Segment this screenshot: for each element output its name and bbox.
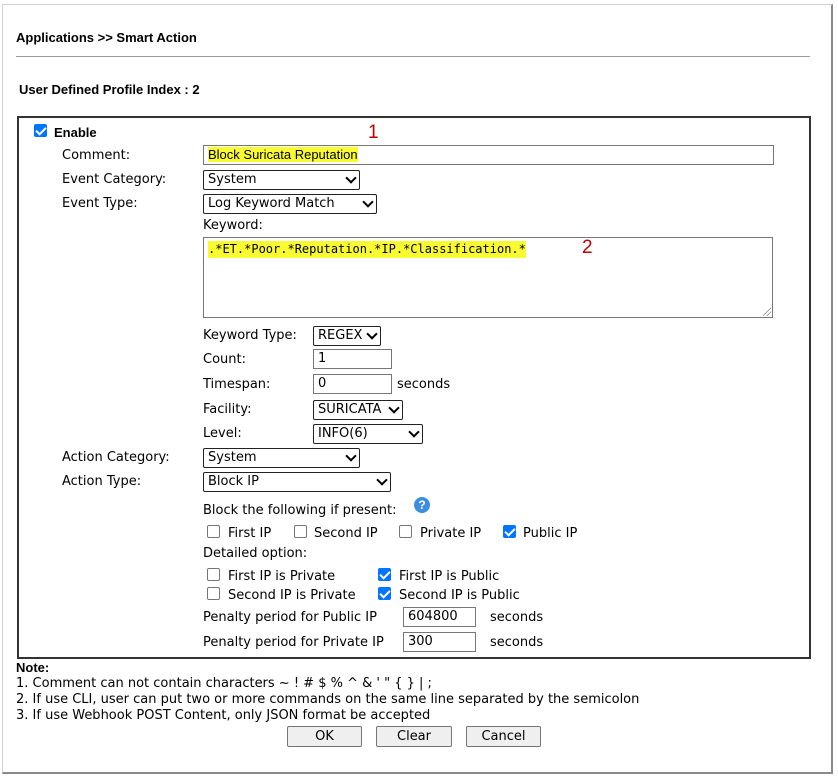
keyword-value: .*ET.*Poor.*Reputation.*IP.*Classification.* xyxy=(208,242,526,256)
first-ip-private-label: First IP is Private xyxy=(228,569,336,584)
comment-label: Comment: xyxy=(62,148,131,163)
penalty-public-input[interactable]: 604800 xyxy=(403,607,476,627)
note-line-3: 3. If use Webhook POST Content, only JSON format be accepted xyxy=(16,708,431,723)
second-ip-private-checkbox[interactable] xyxy=(207,587,220,600)
action-category-value: System xyxy=(208,450,257,465)
help-icon[interactable]: ? xyxy=(414,497,430,513)
note-line-1: 1. Comment can not contain characters ~ ! # $ % ^ & ' " { } | ; xyxy=(16,676,432,691)
count-label: Count: xyxy=(203,352,246,367)
level-value: INFO(6) xyxy=(318,426,368,441)
chevron-down-icon xyxy=(362,196,373,207)
chevron-down-icon xyxy=(408,426,419,437)
annotation-2: 2 xyxy=(582,237,593,258)
block-following-label: Block the following if present: xyxy=(203,503,397,518)
public-ip-label: Public IP xyxy=(523,526,578,541)
action-type-value: Block IP xyxy=(208,474,259,489)
second-ip-checkbox[interactable] xyxy=(294,525,307,538)
event-type-select[interactable] xyxy=(203,194,377,214)
first-ip-private-checkbox[interactable] xyxy=(207,568,220,581)
chevron-down-icon xyxy=(388,402,399,413)
second-ip-public-label: Second IP is Public xyxy=(399,588,520,603)
chevron-down-icon xyxy=(345,450,356,461)
comment-input[interactable] xyxy=(203,145,774,165)
facility-label: Facility: xyxy=(203,402,252,417)
private-ip-label: Private IP xyxy=(420,526,482,541)
keyword-type-label: Keyword Type: xyxy=(203,328,297,343)
clear-button[interactable]: Clear xyxy=(376,726,452,747)
action-type-label: Action Type: xyxy=(62,474,142,489)
facility-select[interactable] xyxy=(313,400,403,420)
resize-handle[interactable] xyxy=(763,308,771,316)
penalty-private-unit: seconds xyxy=(490,635,544,650)
enable-label: Enable xyxy=(54,125,97,140)
level-label: Level: xyxy=(203,426,242,441)
event-type-label: Event Type: xyxy=(62,196,138,211)
event-category-select[interactable] xyxy=(203,170,360,190)
timespan-unit: seconds xyxy=(397,377,451,392)
chevron-down-icon xyxy=(376,474,387,485)
chevron-down-icon xyxy=(366,328,377,339)
note-line-2: 2. If use CLI, user can put two or more commands on the same line separated by the semicolon xyxy=(16,692,640,707)
action-type-select[interactable] xyxy=(203,472,391,492)
keyword-type-select[interactable] xyxy=(313,326,381,346)
page-title: User Defined Profile Index : 2 xyxy=(19,82,200,97)
first-ip-public-checkbox[interactable] xyxy=(378,568,391,581)
count-input[interactable]: 1 xyxy=(313,349,392,369)
facility-value: SURICATA xyxy=(318,402,382,417)
chevron-down-icon xyxy=(345,172,356,183)
breadcrumb: Applications >> Smart Action xyxy=(16,30,197,45)
divider xyxy=(16,56,810,57)
second-ip-public-checkbox[interactable] xyxy=(378,587,391,600)
level-select[interactable] xyxy=(313,424,423,444)
second-ip-private-label: Second IP is Private xyxy=(228,588,356,603)
event-category-value: System xyxy=(208,172,257,187)
event-type-value: Log Keyword Match xyxy=(208,196,335,211)
second-ip-label: Second IP xyxy=(314,526,378,541)
penalty-public-unit: seconds xyxy=(490,610,544,625)
action-category-label: Action Category: xyxy=(62,450,170,465)
penalty-private-input[interactable]: 300 xyxy=(403,632,476,652)
timespan-label: Timespan: xyxy=(203,377,271,392)
event-category-label: Event Category: xyxy=(62,172,167,187)
ok-button[interactable]: OK xyxy=(287,726,362,747)
keyword-textarea[interactable] xyxy=(203,237,773,318)
keyword-label: Keyword: xyxy=(203,218,263,233)
action-category-select[interactable] xyxy=(203,448,360,468)
first-ip-public-label: First IP is Public xyxy=(399,569,500,584)
timespan-input[interactable]: 0 xyxy=(313,374,392,394)
public-ip-checkbox[interactable] xyxy=(503,525,516,538)
comment-value: Block Suricata Reputation xyxy=(208,147,358,162)
annotation-1: 1 xyxy=(368,122,379,143)
note-title: Note: xyxy=(16,660,50,675)
private-ip-checkbox[interactable] xyxy=(399,525,412,538)
enable-checkbox[interactable] xyxy=(34,124,47,137)
keyword-type-value: REGEX xyxy=(318,328,363,343)
penalty-public-label: Penalty period for Public IP xyxy=(203,610,377,625)
cancel-button[interactable]: Cancel xyxy=(466,726,541,747)
detailed-option-label: Detailed option: xyxy=(203,546,308,561)
first-ip-checkbox[interactable] xyxy=(207,525,220,538)
penalty-private-label: Penalty period for Private IP xyxy=(203,635,384,650)
first-ip-label: First IP xyxy=(228,526,272,541)
